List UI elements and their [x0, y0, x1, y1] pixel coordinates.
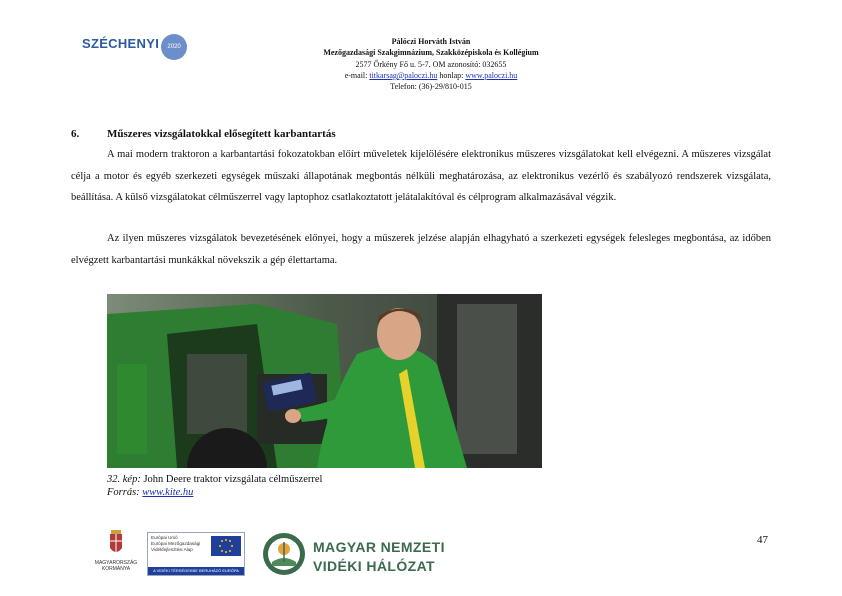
document-header: [200, 36, 662, 92]
caption-text: John Deere traktor vizsgálata célműszerrel: [140, 474, 323, 485]
eu-line-2: Vidékfejlesztési Alap: [151, 547, 193, 552]
website-link[interactable]: www.paloczi.hu: [465, 70, 518, 80]
szechenyi-logo: [82, 30, 187, 56]
paragraph-1-text: A mai modern traktoron a karbantartási fokozatokban előírt műveletek kijelölésére elektronikus műszeres vizsgálatokat kell elvégezni. A műszeres vizsgálat célja a motor és egyéb szerkezeti egységek műszaki állapotának megbontás nélküli meghatározása, az elektronikus vezérlő és szabályozó rendszerek vizsgálata, beállítása. A külső vizsgálatokat célműszerrel vagy laptophoz csatlakoztatott jelátalakítóval és célprogram alkalmazásával végzik.: [71, 149, 771, 203]
szechenyi-logo-text: SZÉCHENYI: [82, 35, 160, 51]
contact-line: [200, 70, 662, 81]
school-name: Pálóczi Horváth István: [391, 37, 471, 46]
school-address: 2577 Őrkény Fő u. 5-7. OM azonosító: 032655: [355, 59, 507, 69]
eu-flag-icon: [211, 536, 241, 556]
section-heading: [71, 128, 336, 140]
email-prefix: e-mail:: [344, 70, 370, 80]
phone-line: Telefon: (36)-29/810-015: [390, 82, 472, 92]
caption-label: 32. kép:: [107, 474, 141, 485]
eu-fund-logo: [147, 532, 245, 576]
tractor-photo: [107, 294, 542, 468]
page-number: 47: [757, 534, 768, 546]
mnvh-wordmark: [313, 538, 445, 576]
crest-line-2: KORMÁNYA: [101, 566, 131, 572]
source-link[interactable]: www.kite.hu: [142, 487, 194, 498]
szechenyi-badge: 2020: [161, 34, 187, 60]
footer: [0, 524, 842, 584]
paragraph-1: [71, 144, 771, 209]
mnvh-line-2: VIDÉKI HÁLÓZAT: [313, 558, 436, 574]
figure-caption: [107, 473, 322, 499]
mnvh-line-1: MAGYAR NEMZETI: [313, 539, 445, 555]
paragraph-2-text: Az ilyen műszeres vizsgálatok bevezetésének előnyei, hogy a műszerek jelzése alapján elhagyható a szerkezeti egységek felesleges megbontása, az időben elvégzett karbantartási munkákkal növekszik a gép élettartama.: [71, 233, 771, 266]
source-label: Forrás:: [107, 487, 143, 498]
section-number: 6.: [71, 128, 80, 140]
coat-of-arms-icon: [106, 528, 126, 558]
eu-title: Európai Unió: [151, 535, 178, 540]
eu-line-1: Európai Mezőgazdasági: [151, 541, 201, 546]
web-prefix: honlap:: [437, 70, 466, 80]
email-link[interactable]: titkarsag@paloczi.hu: [369, 70, 438, 80]
section-title: Műszeres vizsgálatokkal elősegített karbantartás: [107, 128, 336, 140]
hungarian-government-logo: [90, 528, 142, 572]
crest-line-1: MAGYARORSZÁG: [94, 560, 138, 566]
mnvh-emblem-icon: [262, 532, 306, 576]
paragraph-2: [71, 228, 771, 271]
eu-band-text: A VIDÉKI TÉRSÉGEKBE BERUHÁZÓ EURÓPA: [148, 567, 244, 575]
school-subtitle: Mezőgazdasági Szakgimnázium, Szakközépiskola és Kollégium: [323, 48, 539, 58]
